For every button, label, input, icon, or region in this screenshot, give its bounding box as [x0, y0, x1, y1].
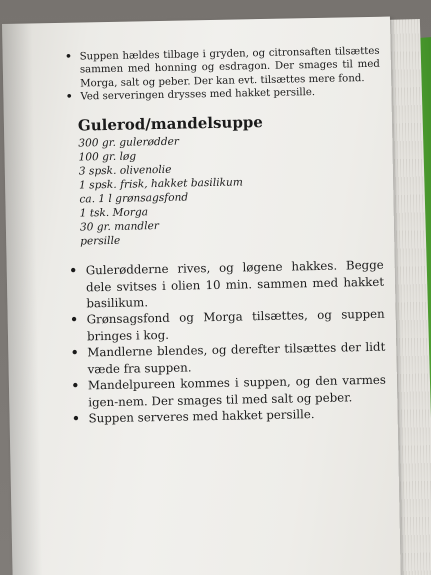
ingredient-item: 100 gr. løg [78, 150, 137, 164]
list-item: • Suppen hældes tilbage i gryden, og citronsaften tilsættes sammen med honning og esdragon. Der smages til med Morga, salt og peber. Der kan evt. tilsættes mere fond. [65, 45, 381, 91]
recipe-title: Gulerod/mandelsuppe [77, 112, 264, 135]
list-item: • Ved serveringen drysses med hakket persille. [65, 85, 380, 104]
previous-recipe-steps [65, 45, 381, 105]
ingredient-item: 300 gr. gulerødder [78, 135, 180, 150]
step-item: • Mandlerne blendes, og derefter tilsættes der lidt væde fra suppen. [70, 339, 386, 377]
recipe-steps [69, 257, 387, 427]
step-item: • Gulerødderne rives, og løgene hakkes. Begge dele svitses i olien 10 min. sammen med hakket basilikum. [69, 257, 385, 312]
page-gutter-shadow [2, 23, 43, 575]
ingredient-item: 30 gr. mandler [79, 220, 159, 234]
step-item: • Suppen serveres med hakket persille. [71, 405, 386, 427]
step-item: • Grønsagsfond og Morga tilsættes, og suppen bringes i kog. [70, 306, 386, 344]
ingredient-item: ca. 1 l grønsagsfond [79, 191, 189, 206]
step-item: • Mandelpureen kommes i suppen, og den varmes igen-nem. Der smages til med salt og peber. [71, 372, 387, 410]
page-content [65, 45, 387, 428]
ingredient-item: persille [80, 235, 121, 248]
ingredient-item: 1 tsk. Morga [79, 206, 149, 220]
ingredient-list [78, 130, 383, 249]
book-page [2, 17, 401, 575]
ingredient-item: 3 spsk. olivenolie [78, 163, 172, 178]
ingredient-item: 1 spsk. frisk, hakket basilikum [78, 176, 243, 192]
